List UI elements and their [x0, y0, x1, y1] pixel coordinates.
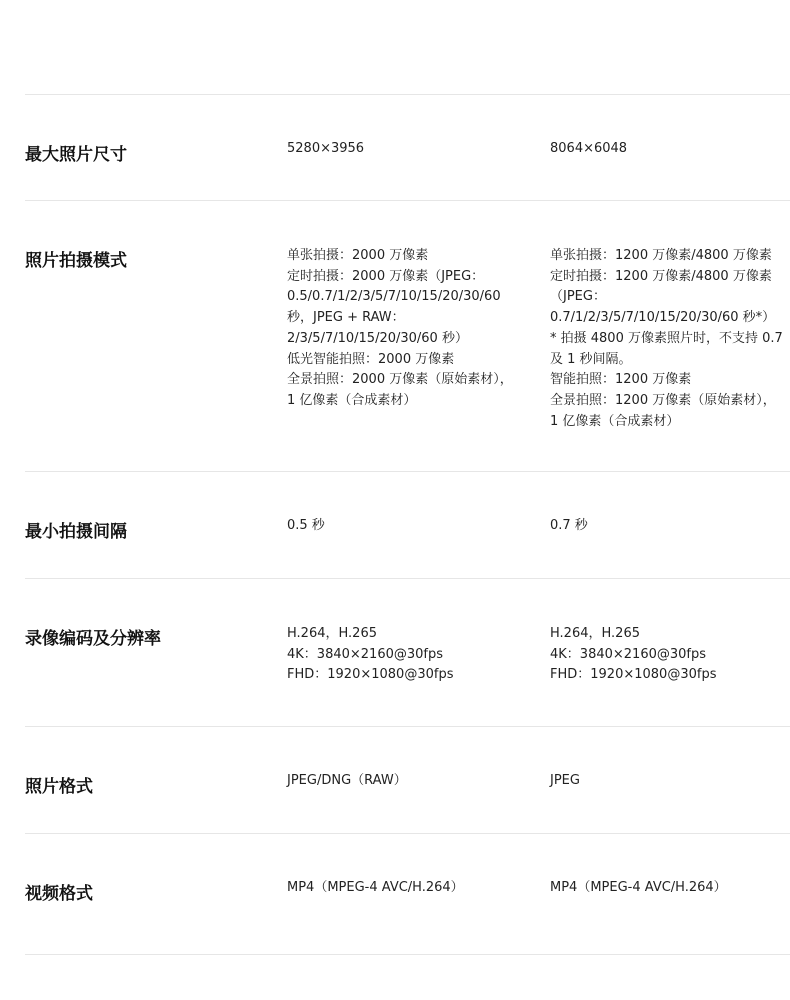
spec-value-col1	[287, 139, 532, 160]
spec-value-col1	[287, 246, 532, 412]
spec-label-video-codec: 录像编码及分辨率	[25, 629, 161, 649]
spec-value-col2	[550, 771, 790, 792]
spec-line: JPEG	[550, 773, 580, 788]
row-divider	[25, 726, 790, 727]
spec-line: 1 亿像素（合成素材）	[287, 392, 417, 408]
spec-label-max-photo-size: 最大照片尺寸	[25, 145, 127, 165]
spec-line: 5280×3956	[287, 141, 365, 156]
spec-line: 低光智能拍照：2000 万像素	[287, 351, 455, 367]
spec-value-col2	[550, 139, 790, 160]
spec-line: MP4（MPEG-4 AVC/H.264）	[287, 880, 464, 895]
spec-line: 2/3/5/7/10/15/20/30/60 秒）	[287, 330, 468, 346]
spec-line: 秒，JPEG + RAW：	[287, 310, 405, 326]
spec-value-col1	[287, 516, 532, 537]
spec-line: 定时拍摄：2000 万像素（JPEG：	[287, 268, 485, 284]
spec-line: * 拍摄 4800 万像素照片时，不支持 0.7	[550, 330, 783, 346]
row-divider	[25, 833, 790, 834]
row-divider	[25, 954, 790, 955]
spec-label-photo-format: 照片格式	[25, 777, 93, 797]
spec-label-min-interval: 最小拍摄间隔	[25, 522, 127, 542]
spec-line: 8064×6048	[550, 141, 628, 156]
spec-line: MP4（MPEG-4 AVC/H.264）	[550, 880, 727, 895]
spec-line: H.264，H.265	[287, 626, 377, 641]
spec-line: 0.5 秒	[287, 518, 325, 533]
row-divider	[25, 94, 790, 95]
spec-line: 全景拍照：1200 万像素（原始素材），	[550, 392, 776, 408]
spec-line: 0.5/0.7/1/2/3/5/7/10/15/20/30/60	[287, 289, 501, 305]
row-divider	[25, 578, 790, 579]
spec-line: 单张拍摄：2000 万像素	[287, 248, 429, 263]
spec-line: 1 亿像素（合成素材）	[550, 413, 680, 429]
spec-line: 4K：3840×2160@30fps	[287, 646, 444, 662]
spec-line: FHD：1920×1080@30fps	[287, 667, 454, 683]
spec-line: 及 1 秒间隔。	[550, 351, 632, 367]
spec-value-col1	[287, 624, 532, 686]
spec-line: （JPEG：	[550, 289, 606, 305]
spec-line: 4K：3840×2160@30fps	[550, 646, 707, 662]
spec-line: 定时拍摄：1200 万像素/4800 万像素	[550, 268, 772, 284]
spec-label-photo-modes: 照片拍摄模式	[25, 251, 127, 271]
spec-line: 全景拍照：2000 万像素（原始素材），	[287, 372, 513, 388]
spec-value-col2	[550, 624, 790, 686]
spec-line: JPEG/DNG（RAW）	[287, 773, 407, 788]
spec-value-col2	[550, 516, 790, 537]
spec-label-video-format: 视频格式	[25, 884, 93, 904]
row-divider	[25, 471, 790, 472]
spec-line: 单张拍摄：1200 万像素/4800 万像素	[550, 248, 772, 263]
spec-value-col1	[287, 771, 532, 792]
spec-line: H.264，H.265	[550, 626, 640, 641]
spec-line: 智能拍照：1200 万像素	[550, 372, 692, 388]
spec-value-col2	[550, 878, 790, 899]
spec-value-col2	[550, 246, 790, 432]
row-divider	[25, 200, 790, 201]
spec-line: FHD：1920×1080@30fps	[550, 667, 717, 683]
spec-value-col1	[287, 878, 532, 899]
spec-line: 0.7/1/2/3/5/7/10/15/20/30/60 秒*）	[550, 310, 776, 326]
spec-line: 0.7 秒	[550, 518, 588, 533]
